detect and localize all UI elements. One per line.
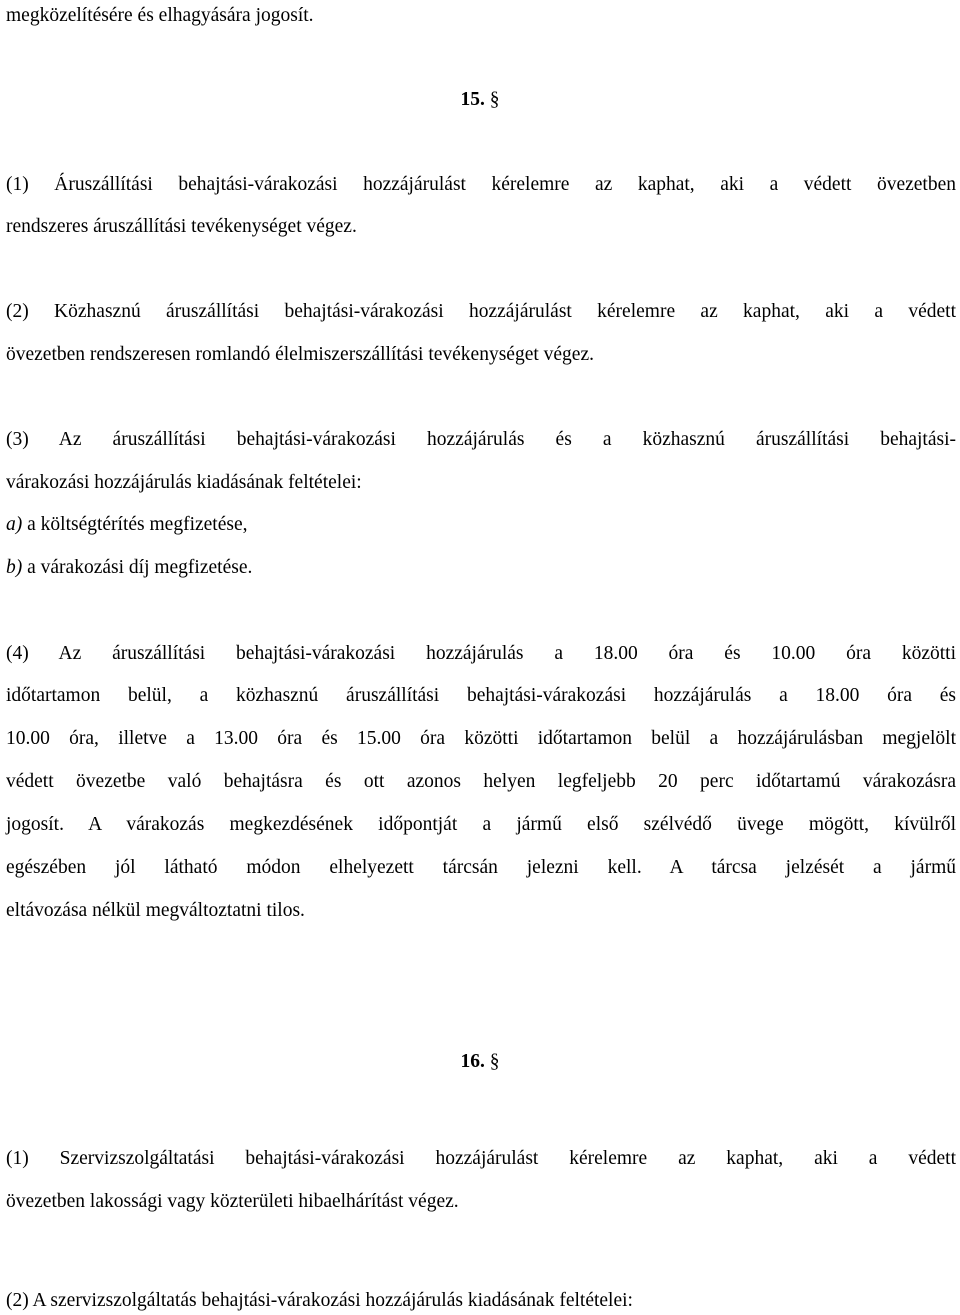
section-sign: §: [489, 89, 500, 110]
paragraph-16-1-line: övezetben lakossági vagy közterületi hibaelhárítást végez.: [6, 1191, 459, 1212]
paragraph-15-4-line: jogosít. A várakozás megkezdésének időpontját a jármű első szélvédő üvege mögött, kívülről: [6, 814, 956, 835]
list-label: b): [6, 557, 23, 578]
paragraph-15-4-line: eltávozása nélkül megváltoztatni tilos.: [6, 900, 305, 921]
section-number: 15.: [460, 89, 485, 110]
paragraph-15-1-line: (1) Áruszállítási behajtási-várakozási hozzájárulást kérelemre az kaphat, aki a védett övezetben: [6, 174, 956, 195]
list-text: a várakozási díj megfizetése.: [22, 557, 253, 578]
section-heading-16: [0, 1050, 960, 1074]
paragraph-15-1-line: rendszeres áruszállítási tevékenységet végez.: [6, 216, 357, 237]
paragraph-15-4-line: védett övezetbe való behajtásra és ott azonos helyen legfeljebb 20 perc időtartamú várakozásra: [6, 771, 956, 792]
list-item-b: [6, 556, 252, 580]
list-item-a: [6, 513, 248, 537]
paragraph-15-2-line: (2) Közhasznú áruszállítási behajtási-várakozási hozzájárulást kérelemre az kaphat, aki a védett: [6, 301, 956, 322]
section-sign: §: [489, 1051, 500, 1072]
paragraph-16-1-line: (1) Szervizszolgáltatási behajtási-várakozási hozzájárulást kérelemre az kaphat, aki a védett: [6, 1148, 956, 1169]
text-line: megközelítésére és elhagyására jogosít.: [6, 5, 314, 26]
list-text: a költségtérítés megfizetése,: [22, 514, 248, 535]
paragraph-15-3-line: (3) Az áruszállítási behajtási-várakozási hozzájárulás és a közhasznú áruszállítási behajtási-: [6, 429, 956, 450]
paragraph-15-4-line: időtartamon belül, a közhasznú áruszállítási behajtási-várakozási hozzájárulás a 18.00 óra és: [6, 685, 956, 706]
section-heading-15: [0, 88, 960, 112]
paragraph-15-2-line: övezetben rendszeresen romlandó élelmiszerszállítási tevékenységet végez.: [6, 344, 594, 365]
paragraph-15-4-line: (4) Az áruszállítási behajtási-várakozási hozzájárulás a 18.00 óra és 10.00 óra közötti: [6, 643, 956, 664]
paragraph-15-3-line: várakozási hozzájárulás kiadásának feltételei:: [6, 472, 362, 493]
list-label: a): [6, 514, 23, 535]
paragraph-15-4-line: egészében jól látható módon elhelyezett tárcsán jelezni kell. A tárcsa jelzését a jármű: [6, 857, 956, 878]
section-number: 16.: [460, 1051, 485, 1072]
paragraph-16-2-line: (2) A szervizszolgáltatás behajtási-várakozási hozzájárulás kiadásának feltételei:: [6, 1290, 633, 1311]
paragraph-15-4-line: 10.00 óra, illetve a 13.00 óra és 15.00 óra közötti időtartamon belül a hozzájárulásban megjelölt: [6, 728, 956, 749]
